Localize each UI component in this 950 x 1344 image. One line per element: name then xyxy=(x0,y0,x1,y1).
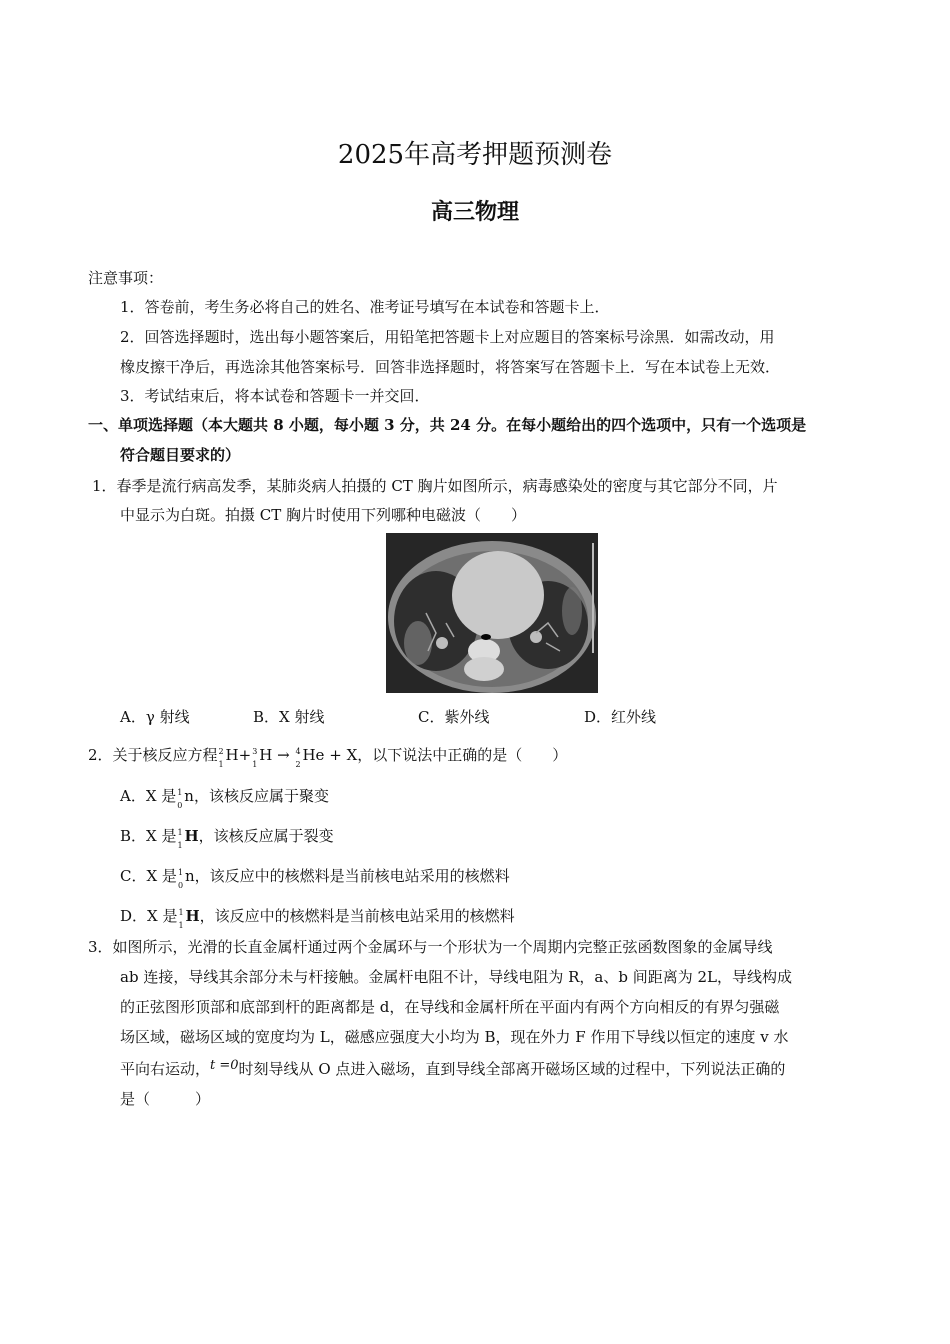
notice-item-2: 2．回答选择题时，选出每小题答案后，用铅笔把答题卡上对应题目的答案标号涂黑．如需改动，用 xyxy=(120,328,775,346)
notice-item-1: 1．答卷前，考生务必将自己的姓名、准考证号填写在本试卷和答题卡上． xyxy=(120,298,610,316)
question-1-option-d: D．红外线 xyxy=(584,708,657,726)
notice-item-2-cont: 橡皮擦干净后，再选涂其他答案标号．回答非选择题时，将答案写在答题卡上．写在本试卷上无效． xyxy=(120,358,781,376)
nuclear-equation: 2 1 H+ 3 1 H → 4 2 He + X xyxy=(218,746,358,769)
notice-item-3: 3．考试结束后，将本试卷和答题卡一并交回． xyxy=(120,387,430,405)
page-title: 2025年高考押题预测卷 xyxy=(337,140,613,170)
question-2-prefix: 2．关于核反应方程 xyxy=(88,746,218,764)
question-2-option-d: D．X 是 1 1 H，该反应中的核燃料是当前核电站采用的核燃料 xyxy=(120,907,515,930)
question-1-stem: 1．春季是流行病高发季，某肺炎病人拍摄的 CT 胸片如图所示，病毒感染处的密度与其它部分不同，片 xyxy=(92,477,778,495)
section-heading: 一、单项选择题（本大题共 8 小题，每小题 3 分，共 24 分。在每小题给出的四个选项中，只有一个选项是 xyxy=(88,416,807,434)
question-2-suffix: ，以下说法中正确的是（ ） xyxy=(357,746,568,764)
question-3-stem-line5: 平向右运动，t =0时刻导线从 O 点进入磁场，直到导线全部离开磁场区域的过程中，下列说法正确的 xyxy=(120,1058,786,1078)
question-3-stem-line2: ab 连接，导线其余部分未与杆接触。金属杆电阻不计，导线电阻为 R，a、b 间距离为 2L，导线构成 xyxy=(120,968,792,986)
notice-heading: 注意事项： xyxy=(88,269,164,287)
question-1-option-a: A．γ 射线 xyxy=(120,708,190,726)
question-1-option-b: B．X 射线 xyxy=(253,708,325,726)
question-3-stem-line3: 的正弦图形顶部和底部到杆的距离都是 d，在导线和金属杆所在平面内有两个方向相反的有界匀强磁 xyxy=(120,998,780,1016)
question-3-stem-line4: 场区域，磁场区域的宽度均为 L，磁感应强度大小均为 B，现在外力 F 作用下导线以恒定的速度 v 水 xyxy=(120,1028,789,1046)
question-1-stem-cont: 中显示为白斑。拍摄 CT 胸片时使用下列哪种电磁波（ ） xyxy=(120,506,527,524)
question-2-option-c: C．X 是 1 0 n，该反应中的核燃料是当前核电站采用的核燃料 xyxy=(120,867,510,890)
question-2-option-b: B．X 是 1 1 H，该核反应属于裂变 xyxy=(120,827,334,850)
question-2-stem xyxy=(88,745,568,769)
question-3-stem: 3．如图所示，光滑的长直金属杆通过两个金属环与一个形状为一个周期内完整正弦函数图象的金属导线 xyxy=(88,938,773,956)
ct-chest-image xyxy=(386,533,598,693)
page-subtitle: 高三物理 xyxy=(430,199,519,225)
question-2-option-a: A．X 是 1 0 n，该核反应属于聚变 xyxy=(120,787,329,810)
question-3-stem-line6: 是（ ） xyxy=(120,1090,211,1108)
question-1-option-c: C．紫外线 xyxy=(418,708,490,726)
section-heading-cont: 符合题目要求的） xyxy=(120,446,241,464)
